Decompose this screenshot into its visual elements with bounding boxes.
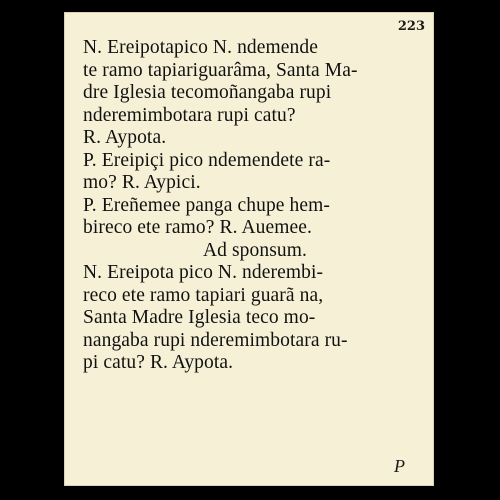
text-line: Santa Madre Iglesia teco mo- <box>83 307 316 328</box>
page-number: 223 <box>397 19 425 34</box>
text-line: nderemimbotara rupi catu? <box>83 104 296 126</box>
text-line: bireco ete ramo? R. Auemee. <box>83 217 313 238</box>
section-heading: Ad sponsum. <box>202 239 308 261</box>
text-line: reco ete ramo tapiari guarã na, <box>83 284 324 306</box>
text-line: P. Ereipiçi pico ndemendete ra- <box>83 149 331 171</box>
text-line: N. Ereipota pico N. nderembi- <box>83 262 324 283</box>
text-line: P. Ereñemee panga chupe hem- <box>83 194 330 216</box>
page-text <box>83 37 427 375</box>
text-line: N. Ereipotapico N. ndemende <box>83 37 318 58</box>
text-line: mo? R. Aypici. <box>83 172 201 193</box>
text-line: nangaba rupi nderemimbotara ru- <box>83 329 348 351</box>
text-line: te ramo tapiariguarâma, Santa Ma- <box>83 59 358 81</box>
text-line: dre Iglesia tecomoñangaba rupi <box>83 82 332 103</box>
book-page <box>64 12 434 486</box>
catchword: P <box>394 456 405 476</box>
text-line: R. Aypota. <box>83 127 167 148</box>
text-line: pi catu? R. Aypota. <box>83 352 234 373</box>
